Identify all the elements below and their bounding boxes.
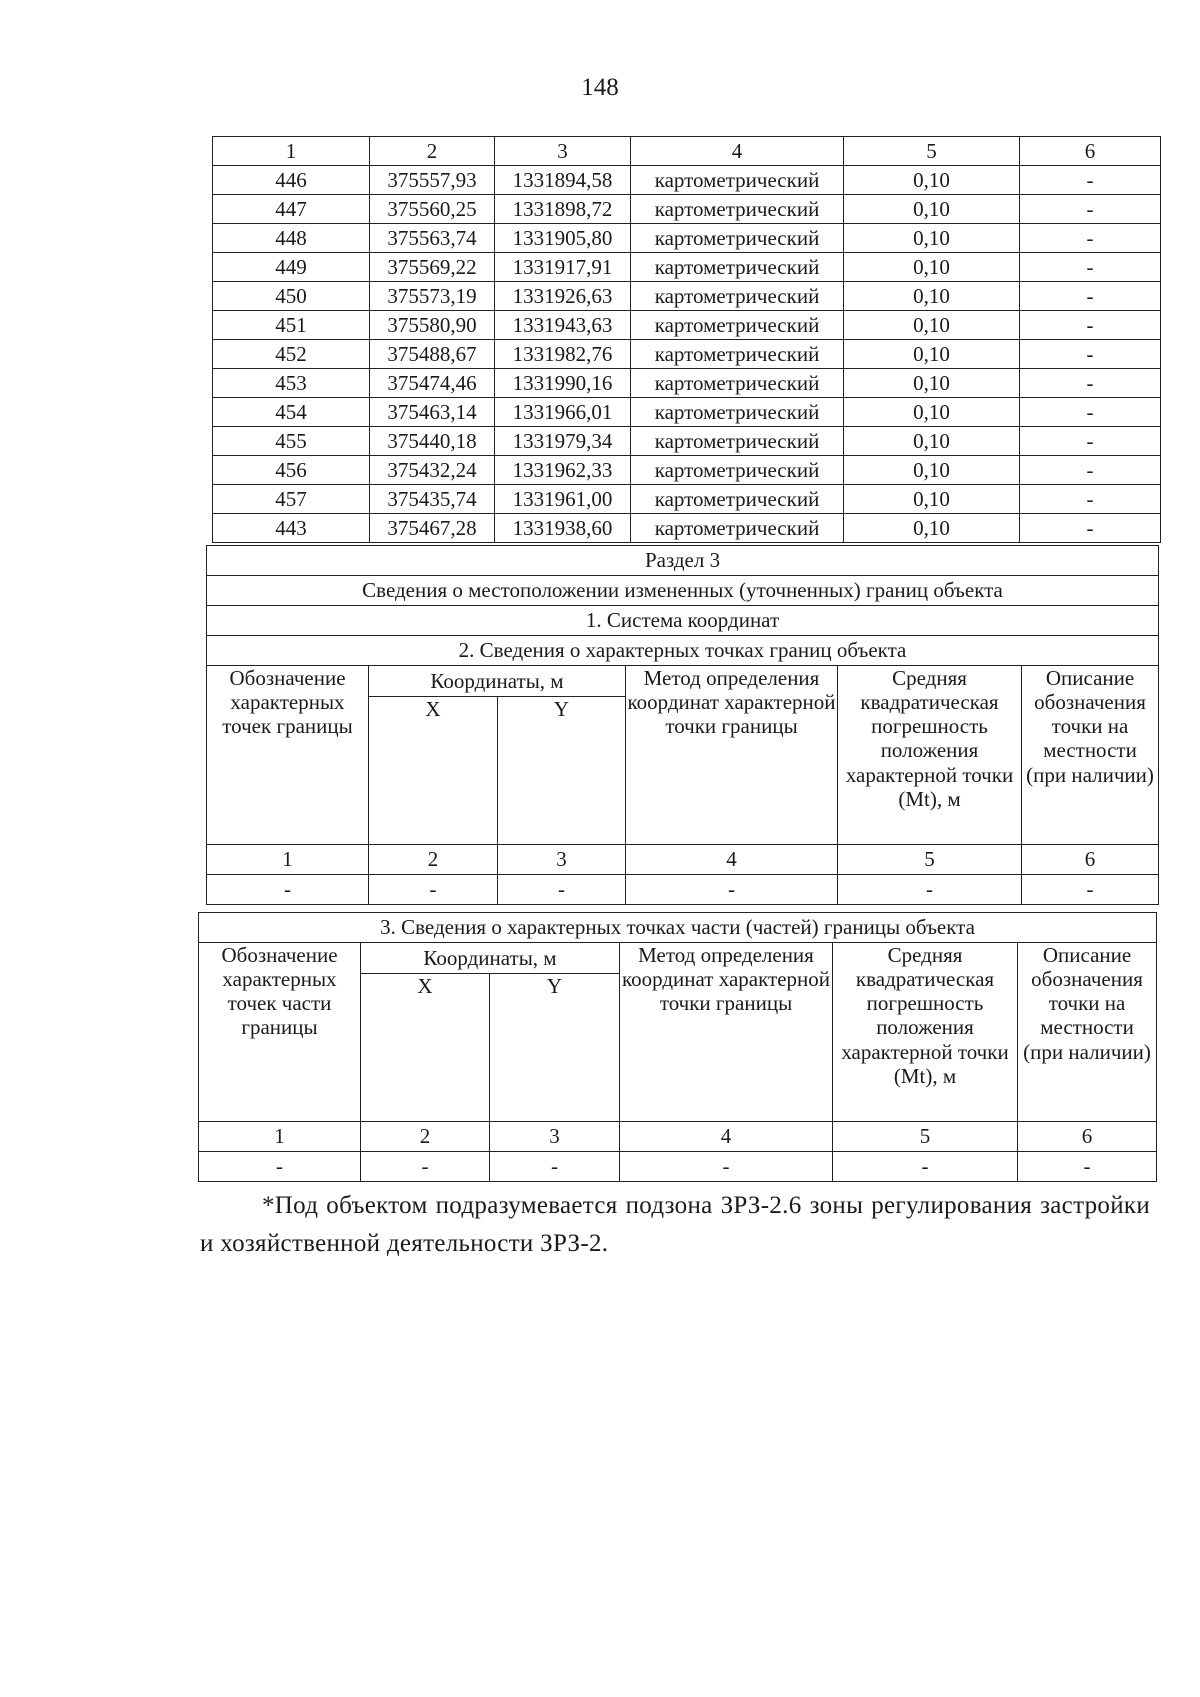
table-cell: 0,10 [844, 253, 1020, 282]
table-cell: 0,10 [844, 398, 1020, 427]
empty-cell: - [1022, 875, 1159, 905]
table-cell: картометрический [631, 282, 844, 311]
column-number: 3 [495, 137, 631, 166]
table-cell: 0,10 [844, 369, 1020, 398]
table-cell: - [1020, 253, 1161, 282]
table-cell: 1331966,01 [495, 398, 631, 427]
part-boundary-points-table [198, 912, 1157, 1182]
table-cell: - [1020, 311, 1161, 340]
table-cell: 455 [213, 427, 370, 456]
empty-cell: - [361, 1152, 490, 1182]
table-cell: 446 [213, 166, 370, 195]
coordinates-table [212, 136, 1161, 543]
table-cell: 375435,74 [370, 485, 495, 514]
accuracy-header: Средняя квадратическая погрешность положения характерной точки (Mt), м [838, 666, 1022, 845]
empty-cell: - [490, 1152, 620, 1182]
table-cell: картометрический [631, 398, 844, 427]
table-cell: картометрический [631, 427, 844, 456]
table-cell: картометрический [631, 253, 844, 282]
table-cell: 1331926,63 [495, 282, 631, 311]
column-number: 6 [1018, 1122, 1157, 1152]
coords-header: Координаты, м [361, 943, 620, 974]
table-cell: 1331982,76 [495, 340, 631, 369]
page-number: 148 [581, 74, 619, 101]
designation-header: Обозначение характерных точек части границы [199, 943, 361, 1122]
column-number: 5 [844, 137, 1020, 166]
empty-cell: - [207, 875, 369, 905]
empty-cell: - [1018, 1152, 1157, 1182]
table-cell: - [1020, 195, 1161, 224]
table-row [213, 427, 1161, 456]
table-cell: картометрический [631, 485, 844, 514]
table-cell: 375463,14 [370, 398, 495, 427]
y-header: Y [498, 697, 626, 845]
table-cell: 375573,19 [370, 282, 495, 311]
table-cell: - [1020, 282, 1161, 311]
table-cell: 456 [213, 456, 370, 485]
table-cell: 375560,25 [370, 195, 495, 224]
table-row [213, 340, 1161, 369]
table-cell: 1331979,34 [495, 427, 631, 456]
table-cell: картометрический [631, 456, 844, 485]
table-cell: 449 [213, 253, 370, 282]
column-number: 2 [370, 137, 495, 166]
table-cell: 1331894,58 [495, 166, 631, 195]
table-cell: 375580,90 [370, 311, 495, 340]
accuracy-header: Средняя квадратическая погрешность положения характерной точки (Mt), м [833, 943, 1018, 1122]
table-cell: 0,10 [844, 224, 1020, 253]
table-cell: 0,10 [844, 166, 1020, 195]
table-cell: 0,10 [844, 427, 1020, 456]
table-cell: 0,10 [844, 485, 1020, 514]
table-cell: 443 [213, 514, 370, 543]
table-cell: 375474,46 [370, 369, 495, 398]
column-number: 6 [1020, 137, 1161, 166]
column-number: 2 [369, 845, 498, 875]
table-cell: 448 [213, 224, 370, 253]
description-header: Описание обозначения точки на местности (при наличии) [1018, 943, 1157, 1122]
x-header: X [361, 974, 490, 1122]
table-cell: 0,10 [844, 311, 1020, 340]
coordinate-system-row: 1. Система координат [207, 606, 1159, 636]
boundary-points-table [206, 545, 1159, 905]
table-cell: 375467,28 [370, 514, 495, 543]
table-cell: - [1020, 427, 1161, 456]
table-cell: 1331938,60 [495, 514, 631, 543]
table-cell: 0,10 [844, 195, 1020, 224]
column-number: 1 [213, 137, 370, 166]
table-row [213, 456, 1161, 485]
table-cell: - [1020, 398, 1161, 427]
table-cell: 375488,67 [370, 340, 495, 369]
table-row [213, 311, 1161, 340]
table-cell: 457 [213, 485, 370, 514]
empty-cell: - [838, 875, 1022, 905]
table-row [213, 514, 1161, 543]
x-header: X [369, 697, 498, 845]
table-cell: 447 [213, 195, 370, 224]
designation-header: Обозначение характерных точек границы [207, 666, 369, 845]
section-subtitle: Сведения о местоположении измененных (уточненных) границ объекта [207, 576, 1159, 606]
column-number: 5 [838, 845, 1022, 875]
table-cell: - [1020, 514, 1161, 543]
column-number: 4 [631, 137, 844, 166]
table-cell: - [1020, 166, 1161, 195]
table-cell: 375440,18 [370, 427, 495, 456]
table-row [213, 485, 1161, 514]
table-cell: 453 [213, 369, 370, 398]
table-cell: 1331917,91 [495, 253, 631, 282]
table-row [213, 195, 1161, 224]
points-title-row: 2. Сведения о характерных точках границ объекта [207, 636, 1159, 666]
method-header: Метод определения координат характерной точки границы [620, 943, 833, 1122]
table-cell: 452 [213, 340, 370, 369]
column-number-row [213, 137, 1161, 166]
table-cell: 375432,24 [370, 456, 495, 485]
table-cell: 1331961,00 [495, 485, 631, 514]
empty-cell: - [620, 1152, 833, 1182]
empty-cell: - [369, 875, 498, 905]
part-title-row: 3. Сведения о характерных точках части (частей) границы объекта [199, 913, 1157, 943]
table-cell: - [1020, 224, 1161, 253]
table-cell: 1331990,16 [495, 369, 631, 398]
table-cell: 0,10 [844, 340, 1020, 369]
table-row [213, 253, 1161, 282]
table-row [213, 224, 1161, 253]
table-cell: - [1020, 340, 1161, 369]
table-cell: 0,10 [844, 456, 1020, 485]
table-cell: 450 [213, 282, 370, 311]
column-number: 4 [620, 1122, 833, 1152]
table-cell: 375563,74 [370, 224, 495, 253]
column-number: 3 [498, 845, 626, 875]
table-cell: картометрический [631, 166, 844, 195]
table-cell: 0,10 [844, 282, 1020, 311]
empty-cell: - [833, 1152, 1018, 1182]
table-cell: - [1020, 485, 1161, 514]
table-cell: 454 [213, 398, 370, 427]
table-cell: 451 [213, 311, 370, 340]
column-number: 4 [626, 845, 838, 875]
table-row [213, 166, 1161, 195]
table-cell: картометрический [631, 195, 844, 224]
table-cell: - [1020, 456, 1161, 485]
empty-cell: - [498, 875, 626, 905]
description-header: Описание обозначения точки на местности (при наличии) [1022, 666, 1159, 845]
table-row [213, 282, 1161, 311]
column-number: 6 [1022, 845, 1159, 875]
table-cell: - [1020, 369, 1161, 398]
table-cell: 375569,22 [370, 253, 495, 282]
y-header: Y [490, 974, 620, 1122]
coords-header: Координаты, м [369, 666, 626, 697]
table-cell: 375557,93 [370, 166, 495, 195]
table-cell: 1331943,63 [495, 311, 631, 340]
table-cell: картометрический [631, 514, 844, 543]
table-cell: 0,10 [844, 514, 1020, 543]
column-number: 1 [207, 845, 369, 875]
table-cell: картометрический [631, 224, 844, 253]
column-number: 2 [361, 1122, 490, 1152]
table-row [213, 398, 1161, 427]
table-cell: 1331905,80 [495, 224, 631, 253]
table-cell: 1331898,72 [495, 195, 631, 224]
empty-cell: - [626, 875, 838, 905]
footnote: *Под объектом подразумевается подзона ЗРЗ-2.6 зоны регулирования застройки и хозяйственной деятельности ЗРЗ-2. [200, 1192, 1150, 1257]
table-cell: 1331962,33 [495, 456, 631, 485]
table-cell: картометрический [631, 369, 844, 398]
method-header: Метод определения координат характерной точки границы [626, 666, 838, 845]
table-row [213, 369, 1161, 398]
column-number: 1 [199, 1122, 361, 1152]
table-cell: картометрический [631, 340, 844, 369]
empty-cell: - [199, 1152, 361, 1182]
column-number: 5 [833, 1122, 1018, 1152]
table-cell: картометрический [631, 311, 844, 340]
column-number: 3 [490, 1122, 620, 1152]
section-title: Раздел 3 [207, 546, 1159, 576]
